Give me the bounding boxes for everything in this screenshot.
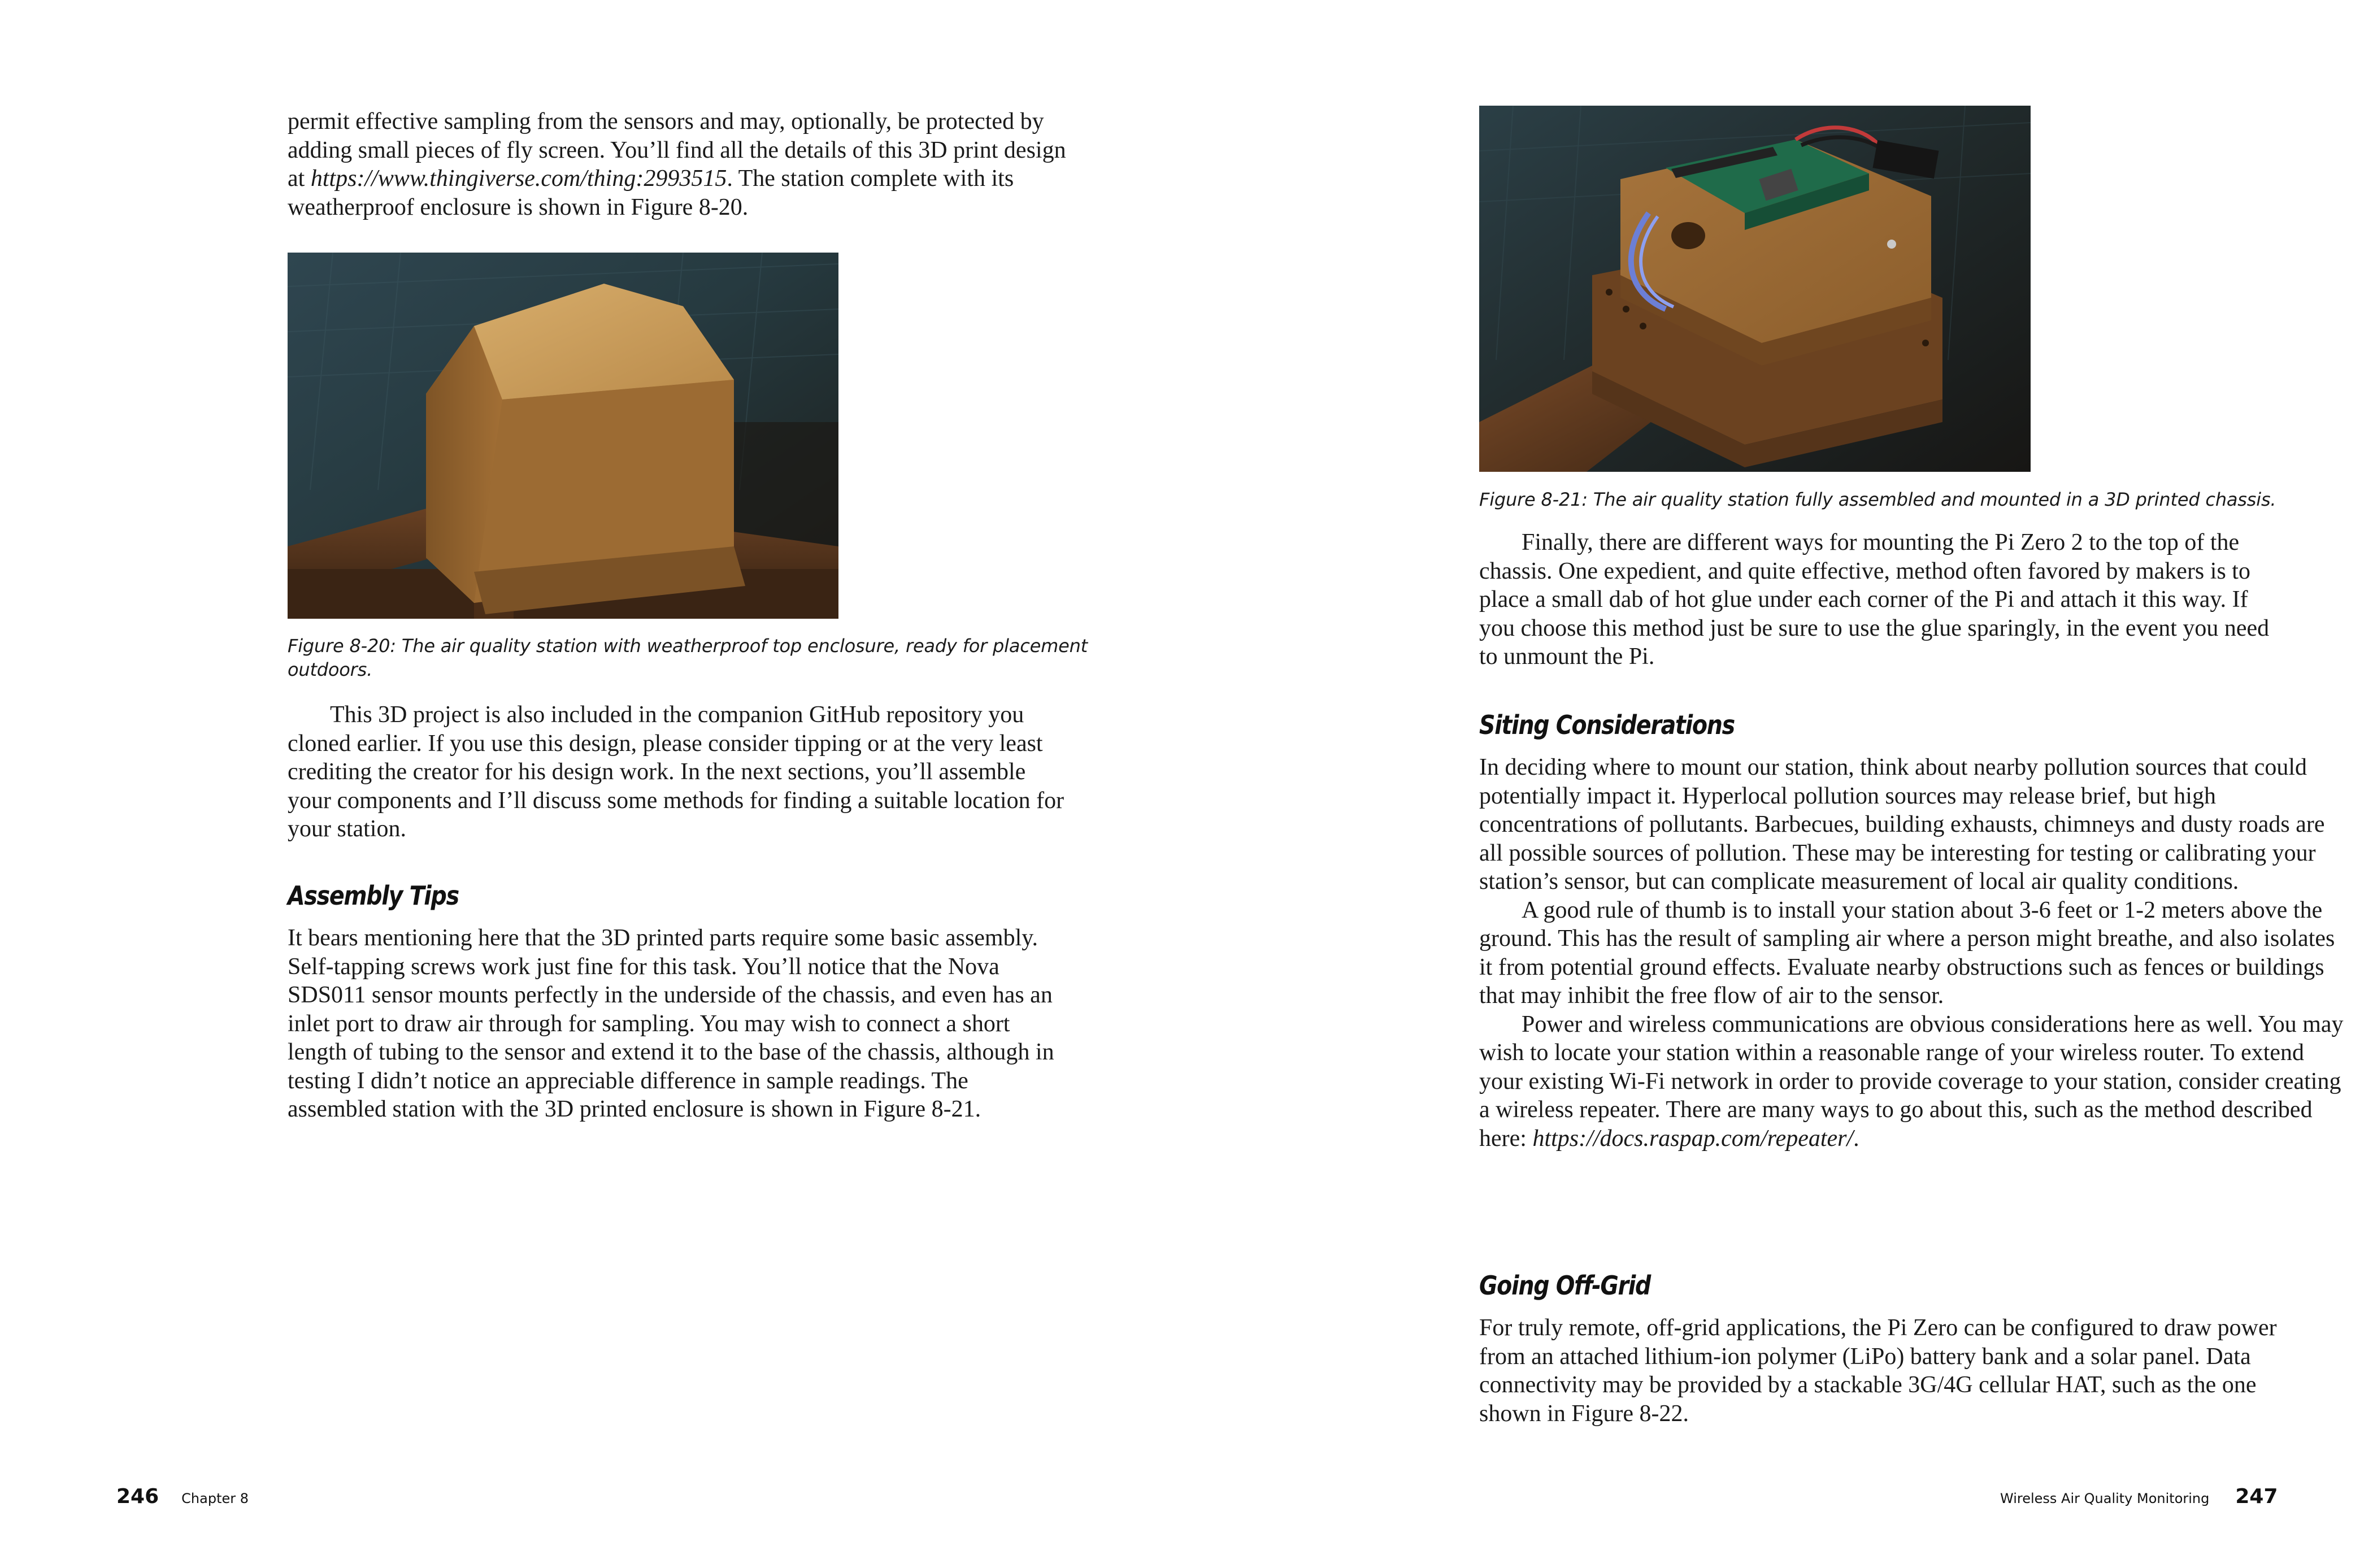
left-top-paragraph bbox=[288, 107, 1067, 221]
thingiverse-link[interactable]: https://www.thingiverse.com/thing:2993515 bbox=[310, 166, 727, 192]
offgrid-paragraph bbox=[1479, 1314, 2293, 1428]
paragraph-text: This 3D project is also included in the companion GitHub repository you cloned earlier. If you use this design, please consider tipping or at the very least crediting the creator for his design work. In the next sections, you’ll assemble your components and I’ll discuss some methods for finding a suitable location for your station. bbox=[288, 702, 1064, 842]
left-project-paragraph bbox=[288, 701, 1067, 844]
left-page bbox=[0, 0, 1186, 1568]
page-number: 246 bbox=[116, 1485, 159, 1508]
section-heading: Going Off-Grid bbox=[1479, 1270, 1651, 1301]
paragraph-text: . bbox=[1853, 1125, 1859, 1152]
paragraph-text: It bears mentioning here that the 3D printed parts require some basic assembly. Self-tapping screws work just fine for this task. You’ll notice that the Nova SDS011 sensor mounts perfectly in the underside of the chassis, and even has an inlet port to draw air through for sampling. You may wish to connect a short length of tubing to the sensor and extend it to the base of the chassis, although in testing I didn’t notice an appreciable difference in sample readings. The assembled station with the 3D printed enclosure is shown in Figure 8-21. bbox=[288, 925, 1054, 1122]
section-heading: Siting Considerations bbox=[1479, 710, 1735, 740]
figure-8-20-caption bbox=[288, 634, 1101, 681]
finally-paragraph bbox=[1479, 528, 2281, 671]
siting-paragraphs bbox=[1479, 753, 2349, 1153]
figure-8-21-caption bbox=[1479, 488, 2315, 511]
caption-text: Figure 8-21: The air quality station fully assembled and mounted in a 3D printed chassis. bbox=[1479, 489, 2276, 510]
right-page bbox=[1186, 0, 2373, 1568]
figure-8-21-photo bbox=[1479, 106, 2031, 472]
paragraph-text: . The station complete with its weatherproof enclosure is shown in Figure 8-20. bbox=[288, 166, 1014, 220]
assembly-tips-heading-block bbox=[288, 880, 1067, 911]
right-footer bbox=[2000, 1485, 2278, 1508]
enclosure-photo-image bbox=[288, 253, 838, 619]
section-heading: Assembly Tips bbox=[288, 880, 459, 911]
figure-8-20-photo bbox=[288, 253, 838, 619]
running-head: Wireless Air Quality Monitoring bbox=[2000, 1491, 2210, 1506]
running-head: Chapter 8 bbox=[181, 1491, 249, 1506]
assembled-station-photo-image bbox=[1479, 106, 2031, 472]
caption-text: Figure 8-20: The air quality station with weatherproof top enclosure, ready for placement outdoors. bbox=[288, 635, 1088, 680]
offgrid-heading-block bbox=[1479, 1270, 2281, 1301]
paragraph-text: Finally, there are different ways for mounting the Pi Zero 2 to the top of the chassis. One expedient, and quite effective, method often favored by makers is to place a small dab of hot glue under each corner of the Pi and attach it this way. If you choose this method just be sure to use the glue sparingly, in the event you need to unmount the Pi. bbox=[1479, 529, 2270, 670]
raspap-link[interactable]: https://docs.raspap.com/repeater/ bbox=[1532, 1125, 1854, 1152]
assembly-paragraph bbox=[288, 924, 1067, 1124]
siting-heading-block bbox=[1479, 709, 2281, 741]
paragraph-text: A good rule of thumb is to install your station about 3-6 feet or 1-2 meters above the ground. This has the result of sampling air where a person might breathe, and also isolates it from potential ground effects. Evaluate nearby obstructions such as fences or buildings that may inhibit the free flow of air to the sensor. bbox=[1479, 897, 2335, 1009]
paragraph-text: In deciding where to mount our station, think about nearby pollution sources that could potentially impact it. Hyperlocal pollution sources may release brief, but high concentrations of pollutants. Barbecues, building exhausts, chimneys and dusty roads are all possible sources of pollution. These may be interesting for testing or calibrating your station’s sensor, but can complicate measurement of local air quality conditions. bbox=[1479, 754, 2325, 894]
left-footer bbox=[116, 1485, 249, 1508]
paragraph-text: permit effective sampling from the sensors and may, optionally, be protected by adding small pieces of fly screen. You’ll find all the details of this 3D print design at bbox=[288, 108, 1066, 192]
page-number: 247 bbox=[2235, 1485, 2278, 1508]
paragraph-text: Power and wireless communications are obvious considerations here as well. You may wish to locate your station within a reasonable range of your wireless router. To extend your existing Wi-Fi network in order to provide coverage to your station, consider creating a wireless repeater. There are many ways to go about this, such as the method described here: bbox=[1479, 1011, 2344, 1152]
paragraph-text: For truly remote, off-grid applications, the Pi Zero can be configured to draw power from an attached lithium-ion polymer (LiPo) battery bank and a solar panel. Data connectivity may be provided by a stackable 3G/4G cellular HAT, such as the one shown in Figure 8-22. bbox=[1479, 1315, 2277, 1427]
